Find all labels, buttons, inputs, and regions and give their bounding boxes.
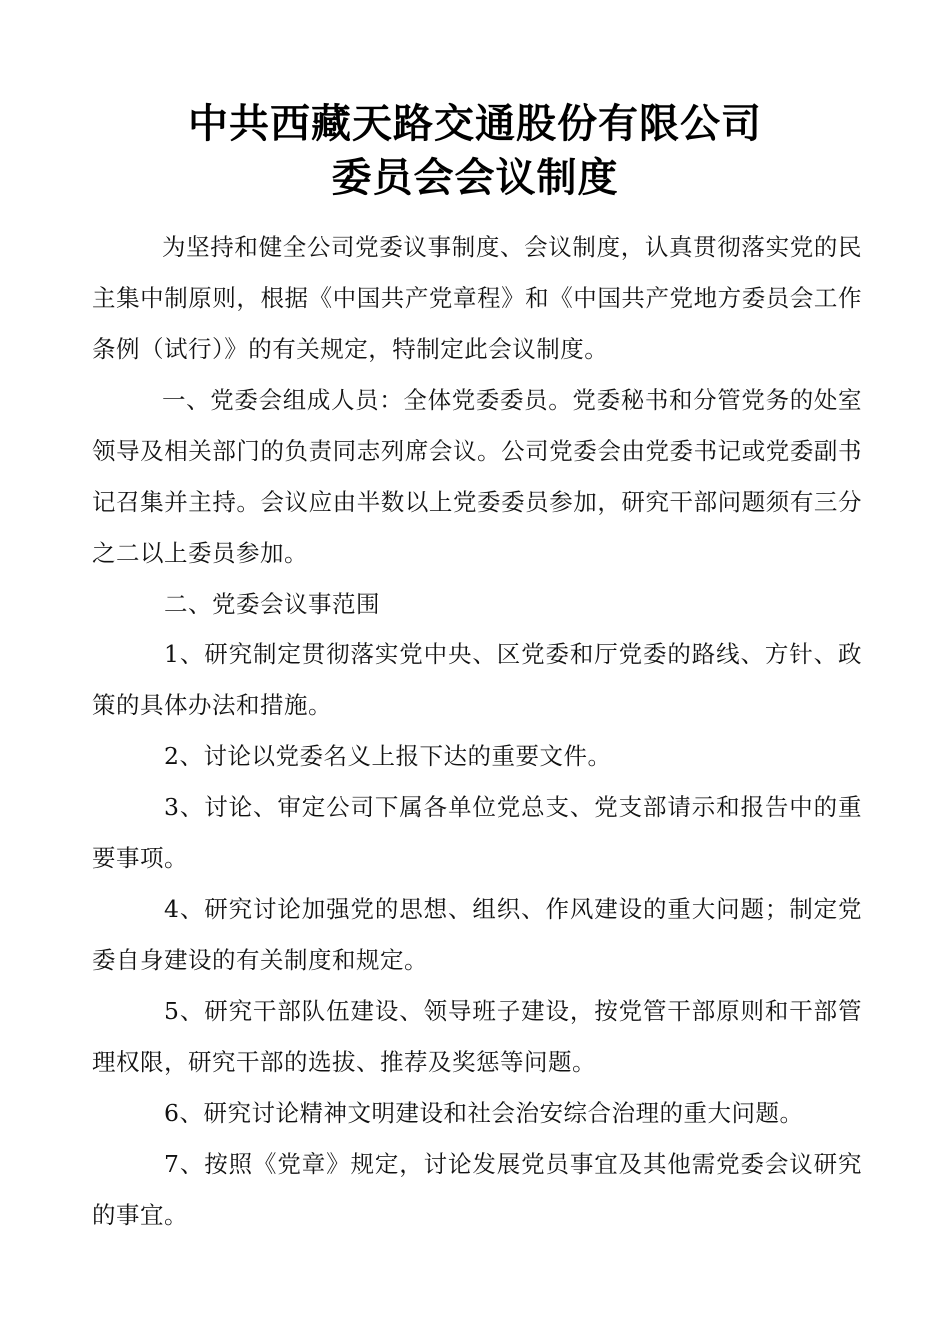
- list-item: 4、研究讨论加强党的思想、组织、作风建设的重大问题；制定党委自身建设的有关制度和规定。: [92, 895, 862, 974]
- section-2-heading: 二、党委会议事范围: [164, 590, 380, 618]
- intro-paragraph: 为坚持和健全公司党委议事制度、会议制度，认真贯彻落实党的民主集中制原则，根据《中国共产党章程》和《中国共产党地方委员会工作条例（试行）》的有关规定，特制定此会议制度。: [92, 233, 862, 363]
- list-item: 1、研究制定贯彻落实党中央、区党委和厅党委的路线、方针、政策的具体办法和措施。: [92, 640, 862, 719]
- document-title-line1: 中共西藏天路交通股份有限公司: [188, 101, 762, 147]
- list-item: 7、按照《党章》规定，讨论发展党员事宜及其他需党委会议研究的事宜。: [92, 1150, 862, 1229]
- list-item: 5、研究干部队伍建设、领导班子建设，按党管干部原则和干部管理权限，研究干部的选拔、推荐及奖惩等问题。: [92, 997, 862, 1076]
- list-item: 2、讨论以党委名义上报下达的重要文件。: [164, 742, 612, 770]
- document-title-line2: 委员会会议制度: [331, 155, 619, 201]
- list-item: 6、研究讨论精神文明建设和社会治安综合治理的重大问题。: [164, 1099, 804, 1127]
- section-1-paragraph: 一、党委会组成人员：全体党委委员。党委秘书和分管党务的处室领导及相关部门的负责同志列席会议。公司党委会由党委书记或党委副书记召集并主持。会议应由半数以上党委委员参加，研究干部问题须有三分之二以上委员参加。: [92, 386, 862, 567]
- list-item: 3、讨论、审定公司下属各单位党总支、党支部请示和报告中的重要事项。: [92, 793, 862, 872]
